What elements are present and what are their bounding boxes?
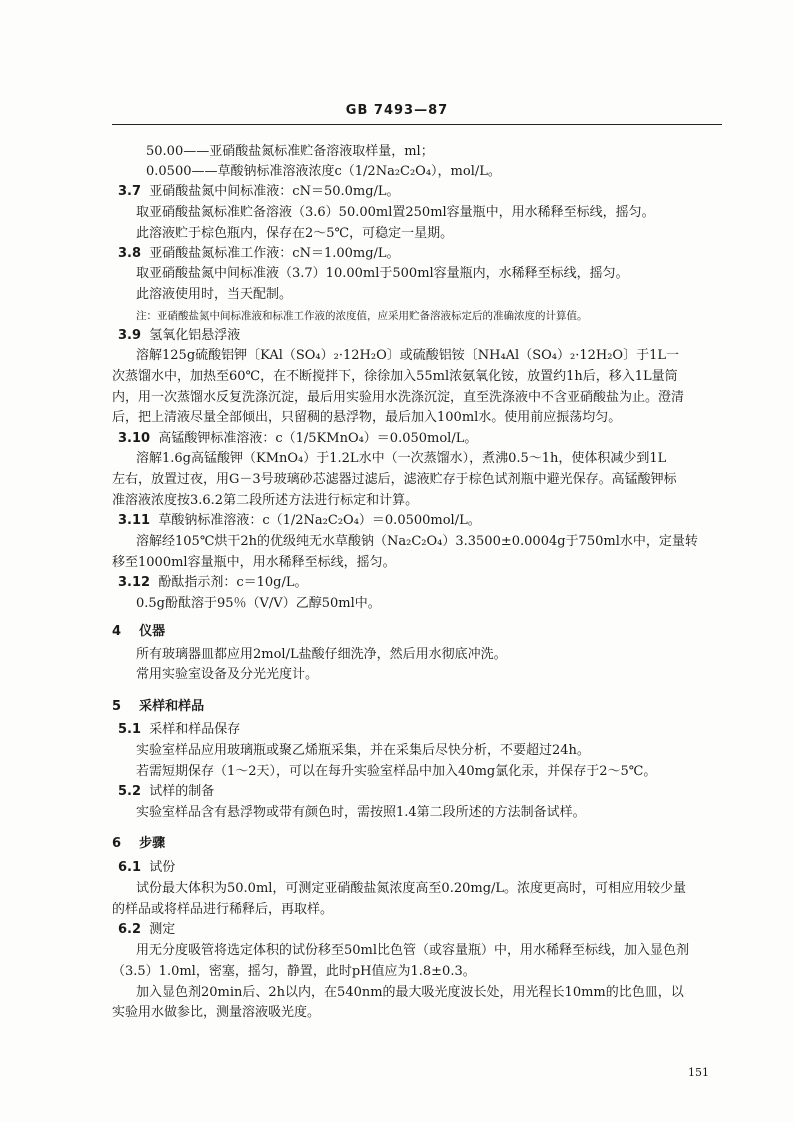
clause-text: 亚硝酸盐氮标准工作液：cN＝1.00mg/L。 — [149, 246, 400, 261]
clause-text: 试份 — [149, 860, 176, 875]
text-line: 溶解1.6g高锰酸钾（KMnO₄）于1.2L水中（一次蒸馏水），煮沸0.5～1h，使体积减少到1L — [136, 451, 667, 466]
section-heading — [112, 620, 165, 639]
clause-number: 3.8 — [118, 246, 142, 261]
text-line: 次蒸馏水中，加热至60℃，在不断搅拌下，徐徐加入55ml浓氨氧化铵，放置约1h后，移入1L量筒 — [112, 369, 678, 384]
text-line: 左右，放置过夜，用G－3号玻璃砂芯滤器过滤后，滤液贮存于棕色试剂瓶中避光保存。高锰酸钾标 — [112, 472, 677, 487]
text-line: （3.5）1.0ml，密塞，摇匀，静置，此时pH值应为1.8±0.3。 — [112, 964, 476, 979]
section-number: 4 — [112, 624, 122, 639]
clause-text: 亚硝酸盐氮中间标准液：cN＝50.0mg/L。 — [149, 184, 400, 199]
section-title: 仪器 — [139, 624, 166, 639]
clause-text: 草酸钠标准溶液：c（1/2Na₂C₂O₄）＝0.0500mol/L。 — [158, 513, 481, 528]
text-line: 0.0500——草酸钠标准溶液浓度c（1/2Na₂C₂O₄），mol/L。 — [146, 164, 501, 179]
clause-text: 氢氧化铝悬浮液 — [149, 328, 241, 343]
clause-line — [118, 860, 175, 876]
text-line: 0.5g酚酞溶于95％（V/V）乙醇50ml中。 — [136, 596, 381, 611]
page-header: GB 7493—87 — [345, 103, 449, 118]
text-line: 溶解经105℃烘干2h的优级纯无水草酸钠（Na₂C₂O₄）3.3500±0.0004g于750ml水中，定量转 — [136, 534, 698, 549]
text-line: 内，用一次蒸馏水反复洗涤沉淀，最后用实验用水洗涤沉淀，直至洗涤液中不含亚硝酸盐为止。澄清 — [112, 390, 685, 405]
header-rule — [112, 124, 722, 125]
page-number: 151 — [688, 1066, 709, 1079]
text-line: 实验用水做参比，测量溶液吸光度。 — [112, 1005, 321, 1020]
clause-number: 6.1 — [118, 860, 142, 875]
clause-number: 6.2 — [118, 922, 142, 937]
text-line: 实验室样品含有悬浮物或带有颜色时，需按照1.4第二段所述的方法制备试样。 — [136, 805, 586, 820]
text-line: 若需短期保存（1～2天），可以在每升实验室样品中加入40mg氯化汞，并保存于2～5℃。 — [136, 764, 657, 779]
clause-line — [118, 722, 240, 738]
clause-text: 酚酞指示剂：c＝10g/L。 — [158, 575, 308, 590]
clause-line — [118, 784, 214, 800]
text-line: 此溶液使用时，当天配制。 — [136, 287, 293, 302]
text-line: 试份最大体积为50.0ml，可测定亚硝酸盐氮浓度高至0.20mg/L。浓度更高时，可相应用较少量 — [136, 881, 687, 896]
section-heading — [112, 695, 204, 714]
clause-text: 试样的制备 — [149, 784, 215, 799]
clause-number: 3.11 — [118, 513, 151, 528]
clause-number: 5.2 — [118, 784, 142, 799]
text-line: 后，把上清液尽量全部倾出，只留稠的悬浮物，最后加入100ml水。使用前应振荡均匀。 — [112, 410, 622, 425]
clause-text: 高锰酸钾标准溶液：c（1/5KMnO₄）＝0.050mol/L。 — [158, 431, 478, 446]
text-line: 溶解125g硫酸铝钾〔KAl（SO₄）₂·12H₂O〕或硫酸铝铵〔NH₄Al（SO₄）₂·12H₂O〕于1L一 — [136, 348, 679, 363]
section-title: 采样和样品 — [139, 699, 205, 714]
text-line: 移至1000ml容量瓶中，用水稀释至标线，摇匀。 — [112, 555, 396, 570]
section-number: 5 — [112, 699, 122, 714]
clause-text: 测定 — [149, 922, 176, 937]
clause-number: 3.10 — [118, 431, 151, 446]
text-line: 此溶液贮于棕色瓶内，保存在2～5℃，可稳定一星期。 — [136, 226, 454, 241]
text-line: 常用实验室设备及分光光度计。 — [136, 667, 319, 682]
text-line: 的样品或将样品进行稀释后，再取样。 — [112, 902, 334, 917]
clause-number: 3.9 — [118, 328, 142, 343]
note-line: 注：亚硝酸盐氮中间标准液和标准工作液的浓度值，应采用贮备溶液标定后的准确浓度的计算值。 — [136, 310, 588, 322]
text-line: 加入显色剂20min后、2h以内，在540nm的最大吸光度波长处，用光程长10mm的比色皿，以 — [136, 985, 684, 1000]
clause-line — [118, 184, 400, 200]
clause-line — [118, 513, 481, 529]
section-title: 步骤 — [139, 836, 166, 851]
text-line: 50.00——亚硝酸盐氮标准贮备溶液取样量，ml； — [146, 144, 434, 159]
clause-line — [118, 328, 240, 344]
clause-line — [118, 246, 400, 262]
clause-number: 3.7 — [118, 184, 142, 199]
section-number: 6 — [112, 836, 122, 851]
clause-line — [118, 575, 308, 591]
section-heading — [112, 832, 165, 851]
text-line: 准溶液浓度按3.6.2第二段所述方法进行标定和计算。 — [112, 493, 419, 508]
text-line: 用无分度吸管将选定体积的试份移至50ml比色管（或容量瓶）中，用水稀释至标线，加入显色剂 — [136, 943, 690, 958]
clause-number: 5.1 — [118, 722, 142, 737]
clause-number: 3.12 — [118, 575, 151, 590]
text-line: 实验室样品应用玻璃瓶或聚乙烯瓶采集，并在采集后尽快分析，不要超过24h。 — [136, 743, 590, 758]
clause-line — [118, 922, 175, 938]
clause-text: 采样和样品保存 — [149, 722, 241, 737]
text-line: 取亚硝酸盐氮标准贮备溶液（3.6）50.00ml置250ml容量瓶中，用水稀释至标线，摇匀。 — [136, 205, 655, 220]
text-line: 所有玻璃器皿都应用2mol/L盐酸仔细洗净，然后用水彻底冲洗。 — [136, 647, 507, 662]
clause-line — [118, 431, 477, 447]
text-line: 取亚硝酸盐氮中间标准液（3.7）10.00ml于500ml容量瓶内，水稀释至标线，摇匀。 — [136, 266, 629, 281]
